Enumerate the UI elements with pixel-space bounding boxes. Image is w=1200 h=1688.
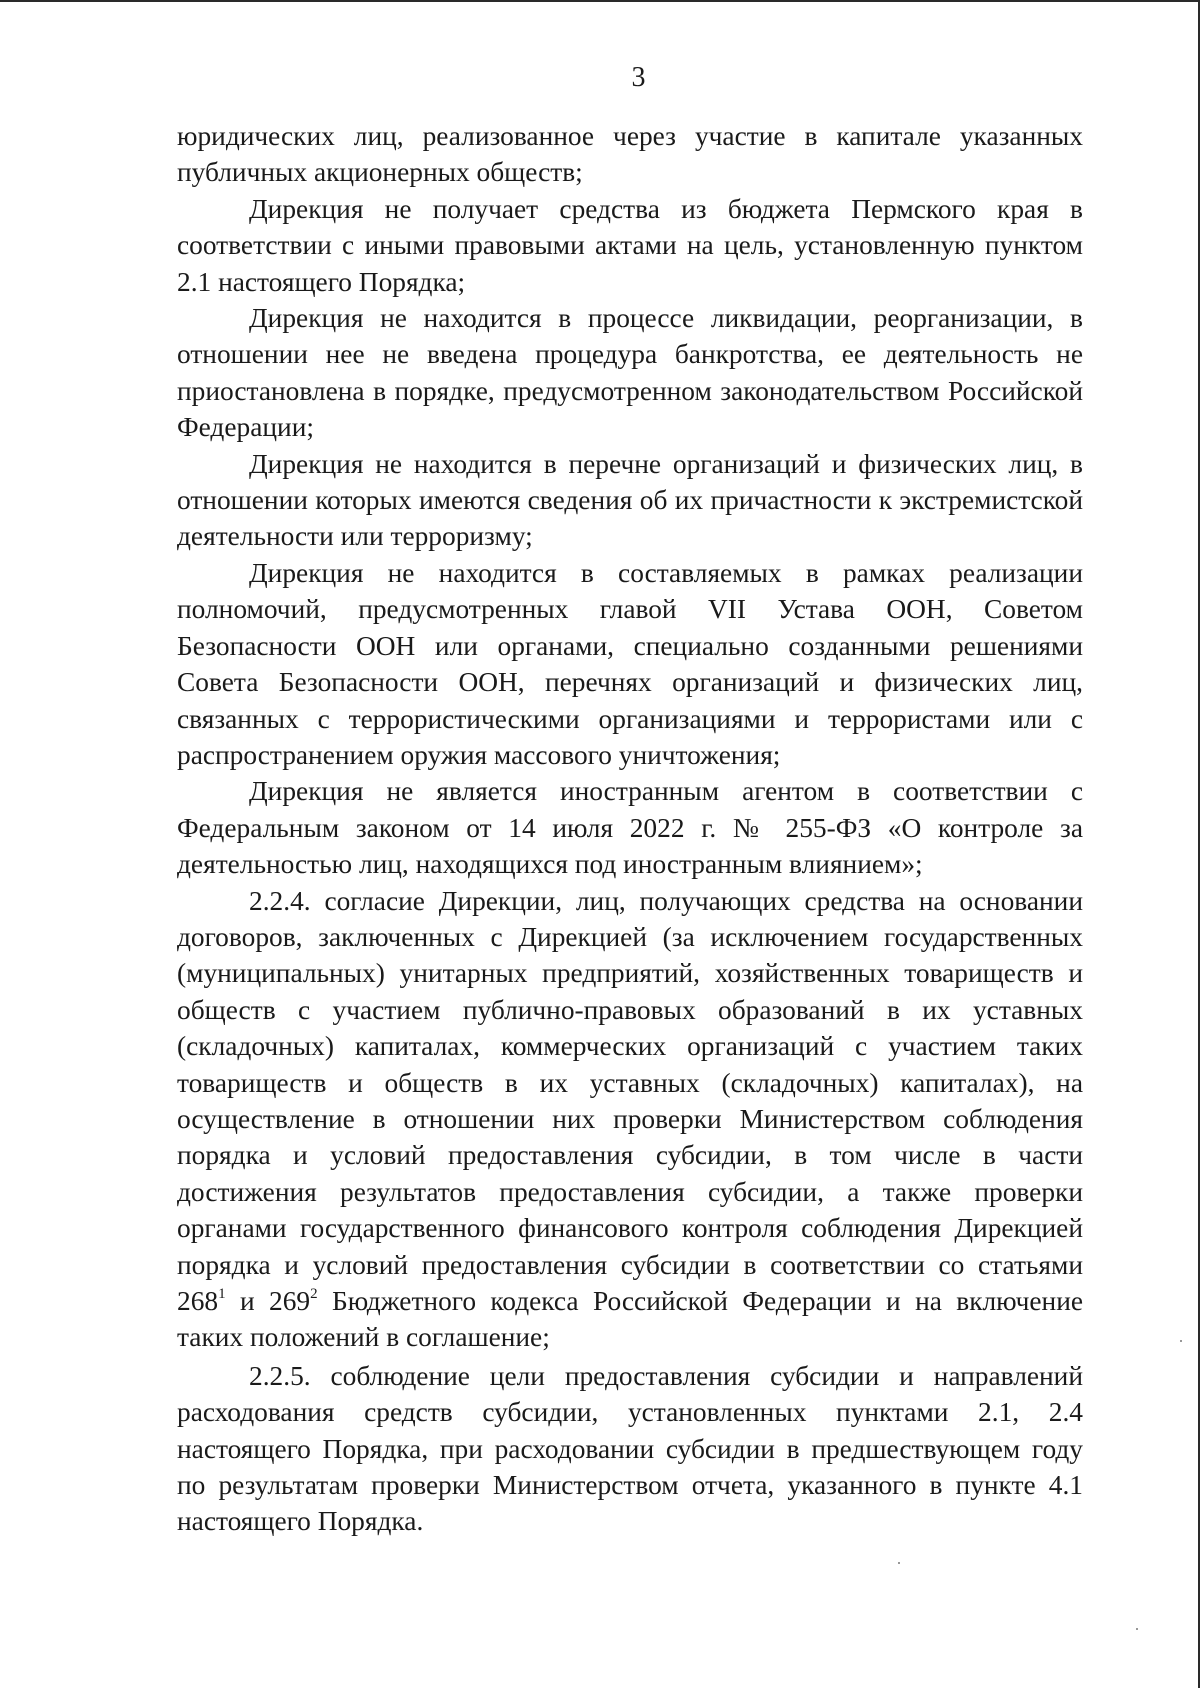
scan-speck — [898, 1562, 900, 1564]
paragraph-foreign-agent: Дирекция не является иностранным агентом в соответствии с Федеральным законом от 14 июля 2022 г. № 255-ФЗ «О контроле за деятельностью лиц, находящихся под иностранным влиянием»; — [177, 776, 1083, 880]
paragraph-2-2-4 — [177, 883, 1083, 1356]
paragraph-2-2-4-text: 2.2.4. согласие Дирекции, лиц, получающих средства на основании договоров, заключенных с Дирекцией (за исключением государственных (муниципальных) унитарных предприятий, хозяйственных товариществ и обществ с участием публично-правовых образований в их уставных (складочных) капиталах, коммерческих организаций с участием таких товариществ и обществ в их уставных (складочных) капиталах), на осуществление в отношении них проверки Министерством соблюдения порядка и условий предоставления субсидии, в том числе в части достижения результатов предоставления субсидии, а также проверки органами государственного финансового контроля соблюдения Дирекцией порядка и условий предоставления субсидии в соответствии со статьями — [177, 885, 1083, 1280]
paragraph-liquidation: Дирекция не находится в процессе ликвидации, реорганизации, в отношении нее не введена процедура банкротства, ее деятельность не приостановлена в порядке, предусмотренном законодательством Российской Федерации; — [177, 303, 1083, 443]
article-269-superscript: 2 — [310, 1286, 318, 1302]
article-268-superscript: 1 — [218, 1286, 226, 1302]
article-268: 268 — [177, 1286, 219, 1316]
paragraph-budget: Дирекция не получает средства из бюджета Пермского края в соответствии с иными правовыми актами на цель, установленную пунктом 2.1 настоящего Порядка; — [177, 193, 1083, 297]
paragraph-un-sanctions: Дирекция не находится в составляемых в рамках реализации полномочий, предусмотренных главой VII Устава ООН, Советом Безопасности ООН или органами, специально созданными решениями Совета Безопасности ООН, перечнях организаций и физических лиц, связанных с террористическими организациями и террористами или с распространением оружия массового уничтожения; — [177, 557, 1083, 770]
conjunction: и — [225, 1286, 270, 1316]
scan-edge-top — [0, 0, 1200, 2]
paragraph-extremism: Дирекция не находится в перечне организаций и физических лиц, в отношении которых имеются сведения об их причастности к экстремистской деятельности или терроризму; — [177, 448, 1083, 552]
document-body — [177, 118, 1083, 1540]
scan-speck — [1136, 1628, 1138, 1630]
article-269: 269 — [269, 1286, 311, 1316]
page-number: 3 — [631, 62, 646, 93]
paragraph-continuation: юридических лиц, реализованное через участие в капитале указанных публичных акционерных обществ; — [177, 121, 1083, 188]
paragraph-2-2-5: 2.2.5. соблюдение цели предоставления субсидии и направлений расходования средств субсидии, установленных пунктами 2.1, 2.4 настоящего Порядка, при расходовании субсидии в предшествующем году по результатам проверки Министерством отчета, указанного в пункте 4.1 настоящего Порядка. — [177, 1360, 1083, 1537]
paragraph-2-2-4-ending: Бюджетного кодекса Российской Федерации и на включение таких положений в соглашение; — [177, 1286, 1084, 1353]
scan-speck — [1180, 1340, 1182, 1342]
